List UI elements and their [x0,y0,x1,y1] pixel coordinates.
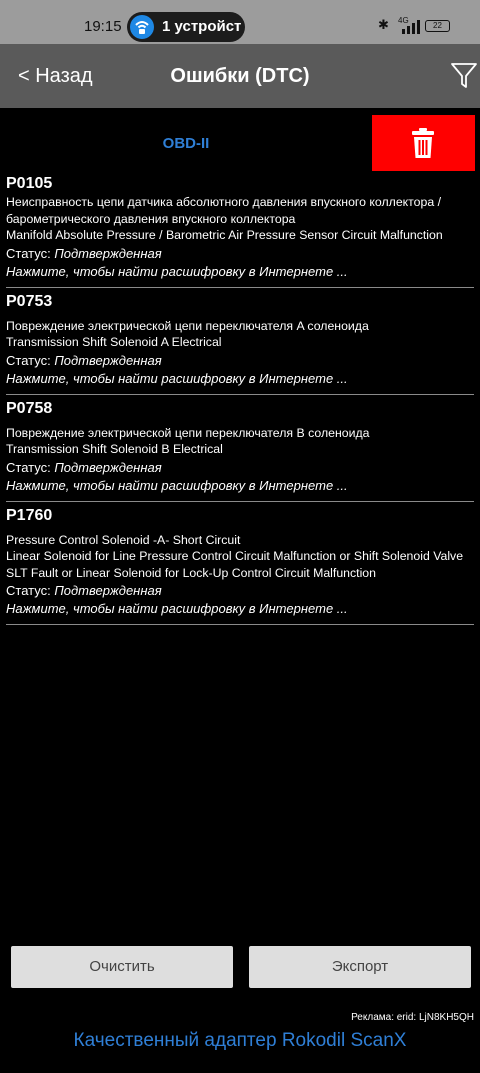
dtc-status [6,352,474,370]
export-button[interactable]: Экспорт [249,946,471,988]
dtc-description-line: барометрического давления впускного коллектора [6,211,296,226]
battery-icon [425,20,450,32]
tab-obd-ii[interactable]: OBD-II [162,135,210,152]
dtc-search-link[interactable]: Нажмите, чтобы найти расшифровку в Интернете ... [6,601,348,616]
dtc-description-line: Повреждение электрической цепи переключателя B соленоида [6,425,370,440]
dtc-description-line: Manifold Absolute Pressure / Barometric Air Pressure Sensor Circuit Malfunction [6,228,443,242]
dtc-search-link[interactable]: Нажмите, чтобы найти расшифровку в Интернете ... [6,263,348,279]
dtc-description-line: Pressure Control Solenoid -A- Short Circuit [6,532,241,547]
dtc-description-line: SLT Fault or Linear Solenoid for Lock-Up Control Circuit Malfunction [6,565,376,580]
dtc-list [6,174,474,629]
dtc-status-value: Подтвержденная [54,583,162,598]
dtc-code: P0758 [6,399,53,417]
dtc-status-value: Подтвержденная [54,352,162,368]
dtc-status-value: Подтвержденная [54,459,162,475]
connection-pill-text: 1 устройст [162,18,242,35]
dtc-status-label: Статус: [6,583,51,598]
dtc-status [6,582,474,600]
dtc-search-link[interactable]: Нажмите, чтобы найти расшифровку в Интернете ... [6,477,348,493]
delete-button[interactable] [372,115,475,171]
dtc-item[interactable] [6,292,474,395]
app-header [0,44,480,108]
dtc-status-label: Статус: [6,352,51,368]
dtc-description-line: Transmission Shift Solenoid B Electrical [6,442,223,456]
dtc-code: P0105 [6,175,53,192]
dtc-status-label: Статус: [6,459,51,475]
filter-icon[interactable] [450,60,478,90]
network-type-label: 4G [398,16,409,25]
dtc-item[interactable] [6,399,474,502]
dtc-status-value: Подтвержденная [54,245,162,261]
back-button[interactable]: < Назад [18,65,93,87]
status-bar [0,0,480,44]
wireless-connection-icon [130,15,154,39]
clear-button[interactable]: Очистить [11,946,233,988]
dtc-description-line: Transmission Shift Solenoid A Electrical [6,335,222,349]
dtc-code: P1760 [6,506,53,524]
dtc-item[interactable] [6,174,474,288]
connection-pill[interactable] [127,12,245,42]
dtc-description-line: Linear Solenoid for Line Pressure Control Circuit Malfunction or Shift Solenoid Valve [6,549,464,563]
dtc-code: P0753 [6,292,53,310]
ad-label: Реклама: erid: LjN8KH5QH [351,1012,474,1023]
dtc-description-line: Повреждение электрической цепи переключателя A соленоида [6,318,369,333]
battery-level: 22 [433,21,442,30]
trash-icon [412,128,434,158]
status-icons [378,16,474,36]
signal-icon [400,20,420,34]
dtc-item[interactable] [6,506,474,626]
ad-link[interactable]: Качественный адаптер Rokodil ScanX [73,1030,407,1051]
dtc-status [6,245,474,263]
dtc-status-label: Статус: [6,245,51,261]
dtc-status [6,459,474,477]
page-title: Ошибки (DTC) [170,65,310,87]
dtc-description-line: Неисправность цепи датчика абсолютного давления впускного коллектора / [6,195,442,209]
status-time: 19:15 [84,18,122,35]
dtc-search-link[interactable]: Нажмите, чтобы найти расшифровку в Интернете ... [6,370,348,386]
bluetooth-icon: ✱ [378,17,389,32]
